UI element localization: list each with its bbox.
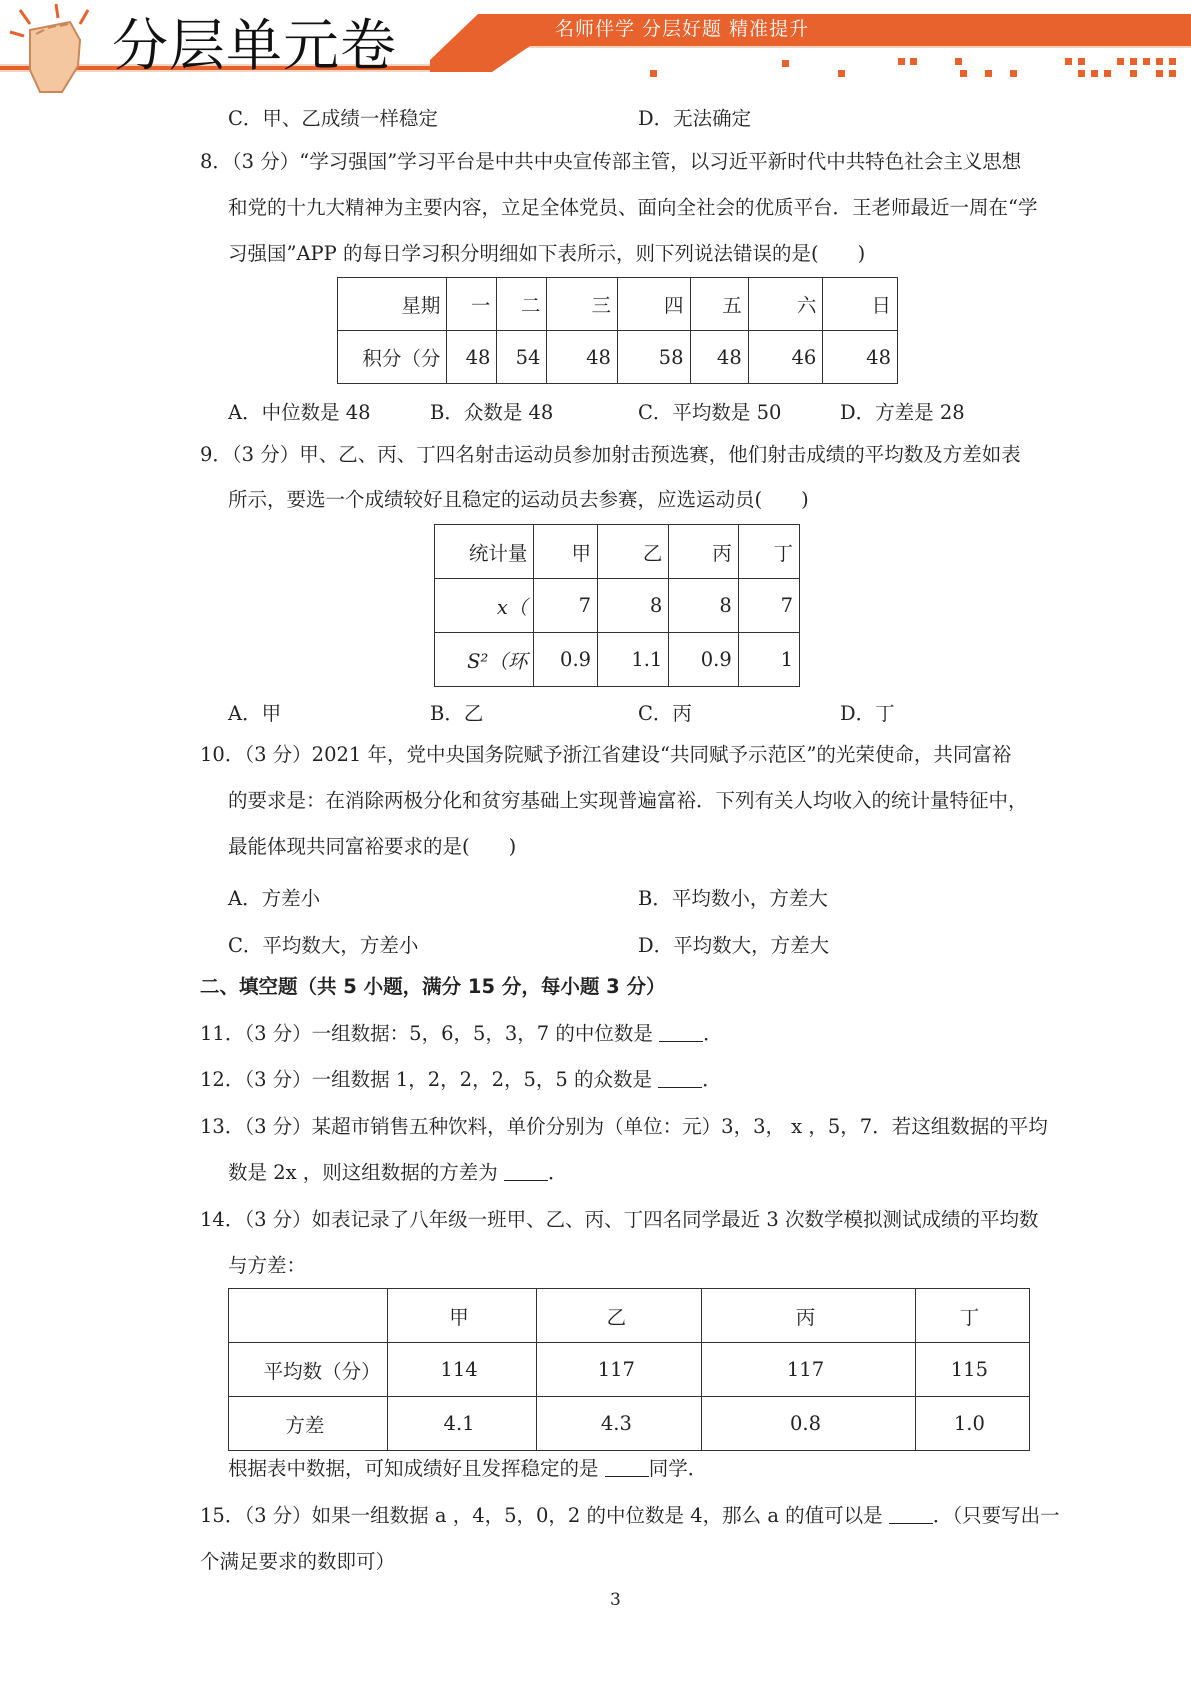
table-cell: 7 (534, 579, 598, 633)
table-cell: 二 (497, 278, 547, 331)
q11 (200, 1024, 723, 1044)
q14-after-end: 同学． (648, 1457, 708, 1480)
q13-line2 (228, 1163, 568, 1183)
q8-option-b: B．众数是 48 (430, 401, 554, 424)
table-cell: 115 (915, 1343, 1029, 1397)
table-cell: 48 (690, 331, 748, 384)
q11-text: 11．（3 分）一组数据：5，6，5，3，7 的中位数是 (200, 1022, 660, 1045)
q12 (200, 1070, 722, 1090)
table-cell: 114 (387, 1343, 537, 1397)
table-cell: 甲 (534, 525, 598, 579)
table-cell: 48 (823, 331, 898, 384)
q8-line2: 和党的十九大精神为主要内容，立足全体党员、面向全社会的优质平台．王老师最近一周在“学 (228, 196, 1038, 219)
q9-line1: 9．（3 分）甲、乙、丙、丁四名射击运动员参加射击预选赛，他们射击成绩的平均数及方差如表 (200, 443, 1021, 466)
table-cell: 丙 (702, 1289, 915, 1343)
table-row (229, 1397, 1030, 1451)
table-cell: 甲 (387, 1289, 537, 1343)
q13-end: ． (548, 1161, 568, 1184)
q15-line2: 个满足要求的数即可） (200, 1550, 396, 1573)
q9-table (434, 524, 800, 687)
table-cell: S²（环 (435, 633, 534, 687)
q7-option-d: D．无法确定 (638, 107, 752, 130)
table-cell: 54 (497, 331, 547, 384)
q8-option-a: A．中位数是 48 (228, 401, 371, 424)
table-cell: 六 (748, 278, 823, 331)
table-cell: 积分（分 (338, 331, 447, 384)
table-cell: 三 (547, 278, 618, 331)
q13-text: 数是 2x ，则这组数据的方差为 (228, 1161, 504, 1184)
table-cell: 一 (447, 278, 497, 331)
table-cell: 统计量 (435, 525, 534, 579)
answer-blank (658, 1071, 702, 1088)
q9-option-b: B．乙 (430, 702, 484, 725)
q9-option-a: A．甲 (228, 702, 282, 725)
q14-after (228, 1459, 707, 1479)
table-cell: 1 (738, 633, 799, 687)
q11-end: ． (703, 1022, 723, 1045)
table-cell: 星期 (338, 278, 447, 331)
table-row (338, 278, 898, 331)
q9-option-c: C．丙 (638, 702, 692, 725)
table-cell: 乙 (598, 525, 669, 579)
answer-blank (659, 1025, 703, 1042)
q14-line1: 14．（3 分）如表记录了八年级一班甲、乙、丙、丁四名同学最近 3 次数学模拟测试成绩的平均数 (200, 1208, 1039, 1231)
section-heading: 二、填空题（共 5 小题，满分 15 分，每小题 3 分） (200, 975, 666, 998)
q10-option-a: A．方差小 (228, 887, 321, 910)
table-cell: 58 (617, 331, 690, 384)
table-cell: 7 (738, 579, 799, 633)
q14-after-text: 根据表中数据，可知成绩好且发挥稳定的是 (228, 1457, 605, 1480)
table-cell: 48 (447, 331, 497, 384)
q10-line2: 的要求是：在消除两极分化和贫穷基础上实现普遍富裕．下列有关人均收入的统计量特征中， (228, 789, 1028, 812)
page-number: 3 (610, 1590, 621, 1610)
q8-option-d: D．方差是 28 (840, 401, 965, 424)
table-cell: 0.9 (669, 633, 738, 687)
q10-line1: 10．（3 分）2021 年，党中央国务院赋予浙江省建设“共同赋予示范区”的光荣使命，共同富裕 (200, 743, 1012, 766)
table-cell: 日 (823, 278, 898, 331)
q8-option-c: C．平均数是 50 (638, 401, 782, 424)
table-cell: x（ (435, 579, 534, 633)
table-cell: 1.0 (915, 1397, 1029, 1451)
table-row (229, 1343, 1030, 1397)
table-cell: 平均数（分） (229, 1343, 388, 1397)
q7-option-c: C．甲、乙成绩一样稳定 (228, 107, 438, 130)
header-slogan: 名师伴学 分层好题 精准提升 (555, 18, 810, 40)
table-row (435, 579, 800, 633)
table-row (435, 525, 800, 579)
table-cell: 丙 (669, 525, 738, 579)
table-row (229, 1289, 1030, 1343)
table-cell: 丁 (915, 1289, 1029, 1343)
q13-line1: 13．（3 分）某超市销售五种饮料，单价分别为（单位：元）3，3， x ，5，7．若这组数据的平均 (200, 1115, 1048, 1138)
q12-end: ． (702, 1068, 722, 1091)
q15-end: ．（只要写出一 (932, 1504, 1060, 1527)
table-cell: 四 (617, 278, 690, 331)
q10-option-d: D．平均数大，方差大 (638, 934, 830, 957)
table-cell: 48 (547, 331, 618, 384)
table-row (435, 633, 800, 687)
table-cell: 117 (702, 1343, 915, 1397)
q14-table (228, 1288, 1030, 1451)
table-cell: 8 (598, 579, 669, 633)
table-cell (229, 1289, 388, 1343)
q14-line2: 与方差： (228, 1254, 307, 1277)
brand-title: 分层单元卷 (112, 14, 397, 79)
table-cell: 0.9 (534, 633, 598, 687)
q8-line1: 8．（3 分）“学习强国”学习平台是中共中央宣传部主管，以习近平新时代中共特色社会主义思想 (200, 150, 1022, 173)
q8-table (337, 277, 898, 384)
q9-option-d: D．丁 (840, 702, 895, 725)
q10-option-c: C．平均数大，方差小 (228, 934, 419, 957)
table-cell: 五 (690, 278, 748, 331)
header-banner (0, 0, 1191, 95)
table-cell: 4.1 (387, 1397, 537, 1451)
q9-line2: 所示，要选一个成绩较好且稳定的运动员去参赛，应选运动员( ) (228, 488, 809, 511)
table-cell: 0.8 (702, 1397, 915, 1451)
q10-line3: 最能体现共同富裕要求的是( ) (228, 835, 517, 858)
table-cell: 117 (537, 1343, 702, 1397)
q12-text: 12．（3 分）一组数据 1，2，2，2，5，5 的众数是 (200, 1068, 659, 1091)
q15-text: 15．（3 分）如果一组数据 a ，4，5，0，2 的中位数是 4，那么 a 的值可以是 (200, 1504, 889, 1527)
table-cell: 1.1 (598, 633, 669, 687)
table-row (338, 331, 898, 384)
table-cell: 46 (748, 331, 823, 384)
q10-option-b: B．平均数小，方差大 (638, 887, 828, 910)
q15-line1 (200, 1506, 1060, 1526)
fist-icon (10, 4, 88, 92)
table-cell: 乙 (537, 1289, 702, 1343)
answer-blank (605, 1460, 649, 1477)
answer-blank (504, 1164, 548, 1181)
table-cell: 8 (669, 579, 738, 633)
table-cell: 丁 (738, 525, 799, 579)
q8-line3: 习强国”APP 的每日学习积分明细如下表所示，则下列说法错误的是( ) (228, 242, 866, 265)
answer-blank (889, 1507, 933, 1524)
table-cell: 4.3 (537, 1397, 702, 1451)
table-cell: 方差 (229, 1397, 388, 1451)
